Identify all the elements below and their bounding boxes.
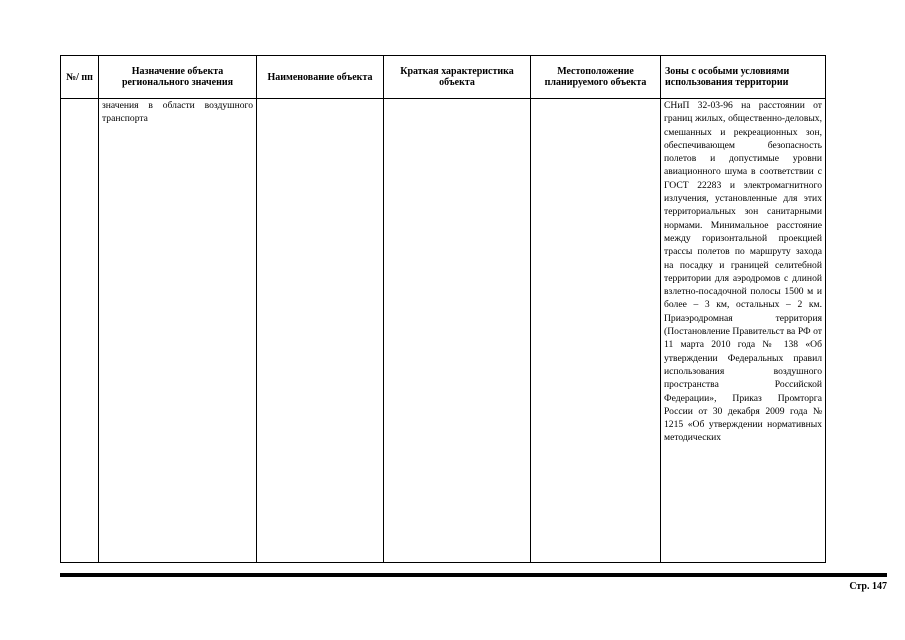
cell-location <box>531 99 661 563</box>
page-number: Стр. 147 <box>849 581 887 592</box>
cell-purpose: значения в области воздушного транспорта <box>99 99 257 563</box>
header-characteristics: Краткая характеристика объекта <box>384 56 531 99</box>
header-zones: Зоны с особыми условиями использования территории <box>661 56 826 99</box>
table-row <box>61 99 826 563</box>
cell-name <box>257 99 384 563</box>
header-name: Наименование объекта <box>257 56 384 99</box>
footer-divider <box>60 573 887 577</box>
header-purpose: Назначение объекта регионального значения <box>99 56 257 99</box>
cell-characteristics <box>384 99 531 563</box>
table-header-row <box>61 56 826 99</box>
objects-table <box>60 55 826 563</box>
header-number: №/ пп <box>61 56 99 99</box>
cell-zones: СНиП 32-03-96 на расстоянии от границ жилых, общественно-деловых, смешанных и рекреационных зон, обеспечивающем безопасность полетов и допустимые уровни авиационного шума в соответствии с ГОСТ 22283 и электромагнитного излучения, установленные для этих территориальных зон санитарными нормами. Минимальное расстояние между горизонтальной проекцией трассы полетов по маршруту захода на посадку и границей селитебной территории для аэродромов с длиной взлетно-посадочной полосы 1500 м и более – 3 км, остальных – 2 км. Приаэродромная территория (Постановление Правительст ва РФ от 11 марта 2010 года № 138 «Об утверждении Федеральных правил использования воздушного пространства Российской Федерации», Приказ Промторга России от 30 декабря 2009 года № 1215 «Об утверждении нормативных методических <box>661 99 826 563</box>
header-location: Местоположение планируемого объекта <box>531 56 661 99</box>
cell-number <box>61 99 99 563</box>
